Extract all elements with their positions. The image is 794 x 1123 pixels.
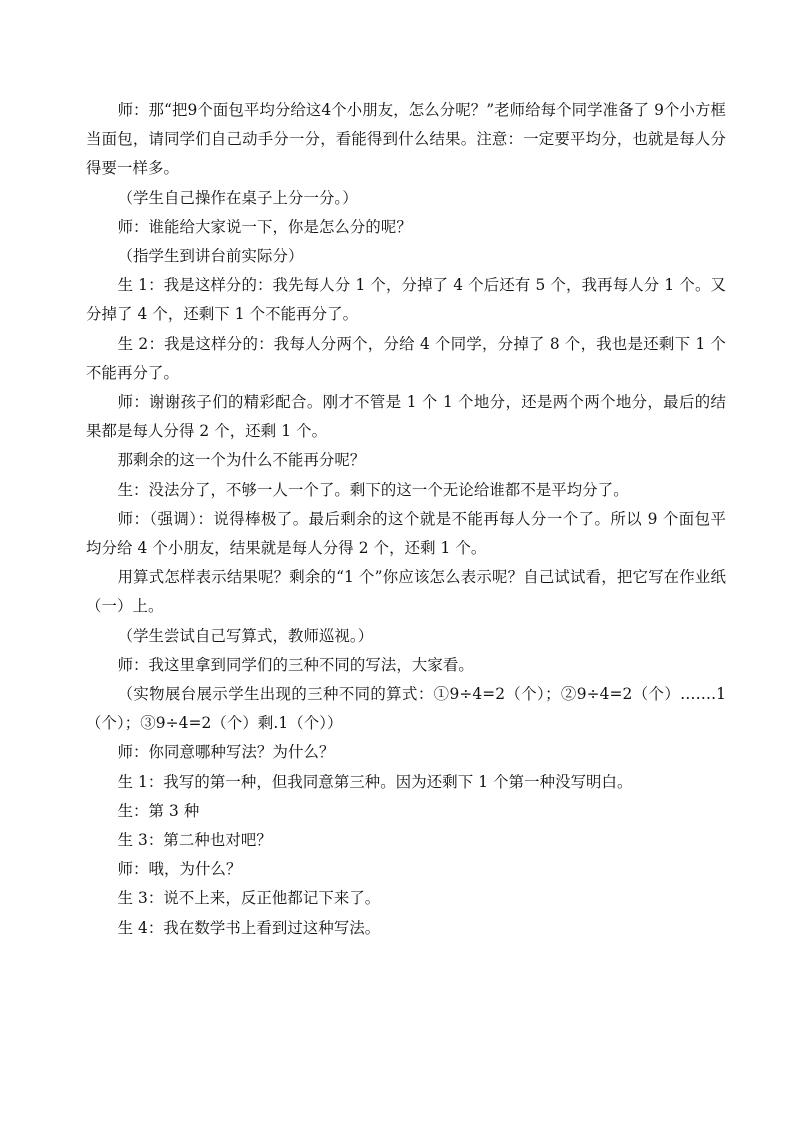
paragraph-teacher-which: 师：你同意哪种写法？为什么？ bbox=[117, 743, 335, 762]
paragraph-student-third: 生：第 3 种 bbox=[117, 801, 200, 820]
paragraph-teacher-question: 师：那“把9个面包平均分给这4个小朋友，怎么分呢？”老师给每个同学准备了 9个小方框当面包，请同学们自己动手分一分，看能得到什么结果。注意：一定要平均分，也就是每人分得要一样多。 bbox=[86, 101, 726, 178]
paragraph-teacher-three-ways: 师：我这里拿到同学们的三种不同的写法，大家看。 bbox=[117, 655, 474, 674]
paragraph-student-try: （学生尝试自己写算式，教师巡视。） bbox=[117, 626, 374, 645]
paragraph-three-expressions: （实物展台展示学生出现的三种不同的算式：①9÷4=2（个）；②9÷4=2（个）…….1（个）；③9÷4=2（个）剩.1（个）） bbox=[86, 685, 726, 733]
paragraph-teacher-summary: 师：谢谢孩子们的精彩配合。刚才不管是 1 个 1 个地分，还是两个两个地分，最后的结果都是每人分得 2 个，还剩 1 个。 bbox=[86, 393, 726, 441]
paragraph-student-to-podium: （指学生到讲台前实际分） bbox=[117, 247, 304, 266]
paragraph-student-operation: （学生自己操作在桌子上分一分。） bbox=[117, 188, 358, 207]
paragraph-student-answer: 生：没法分了，不够一人一个了。剩下的这一个无论给谁都不是平均分了。 bbox=[117, 480, 629, 499]
paragraph-student3-answer: 生 3：说不上来，反正他都记下来了。 bbox=[117, 889, 381, 908]
paragraph-student4-answer: 生 4：我在数学书上看到过这种写法。 bbox=[117, 918, 381, 937]
paragraph-teacher-emphasis: 师：（强调）：说得棒极了。最后剩余的这个就是不能再每人分一个了。所以 9 个面包平均分给 4 个小朋友，结果就是每人分得 2 个，还剩 1 个。 bbox=[86, 509, 726, 558]
paragraph-teacher-ask-method: 师：谁能给大家说一下，你是怎么分的呢？ bbox=[117, 217, 412, 236]
paragraph-student3-second: 生 3：第二种也对吧？ bbox=[117, 831, 272, 850]
paragraph-teacher-why: 师：哦，为什么？ bbox=[117, 860, 242, 879]
paragraph-expression-question: 用算式怎样表示结果呢？剩余的“1 个”你应该怎么表示呢？自己试试看，把它写在作业纸（一）上。 bbox=[86, 568, 726, 616]
paragraph-remainder-question: 那剩余的这一个为什么不能再分呢？ bbox=[117, 451, 366, 470]
document-body bbox=[86, 96, 726, 943]
paragraph-student1-method: 生 1：我是这样分的：我先每人分 1 个，分掉了 4 个后还有 5 个，我再每人分 1 个。又分掉了 4 个，还剩下 1 个不能再分了。 bbox=[86, 276, 726, 324]
paragraph-student2-method: 生 2：我是这样分的：我每人分两个，分给 4 个同学，分掉了 8 个，我也是还剩下 1 个不能再分了。 bbox=[86, 334, 726, 382]
paragraph-student1-answer: 生 1：我写的第一种，但我同意第三种。因为还剩下 1 个第一种没写明白。 bbox=[117, 772, 633, 791]
